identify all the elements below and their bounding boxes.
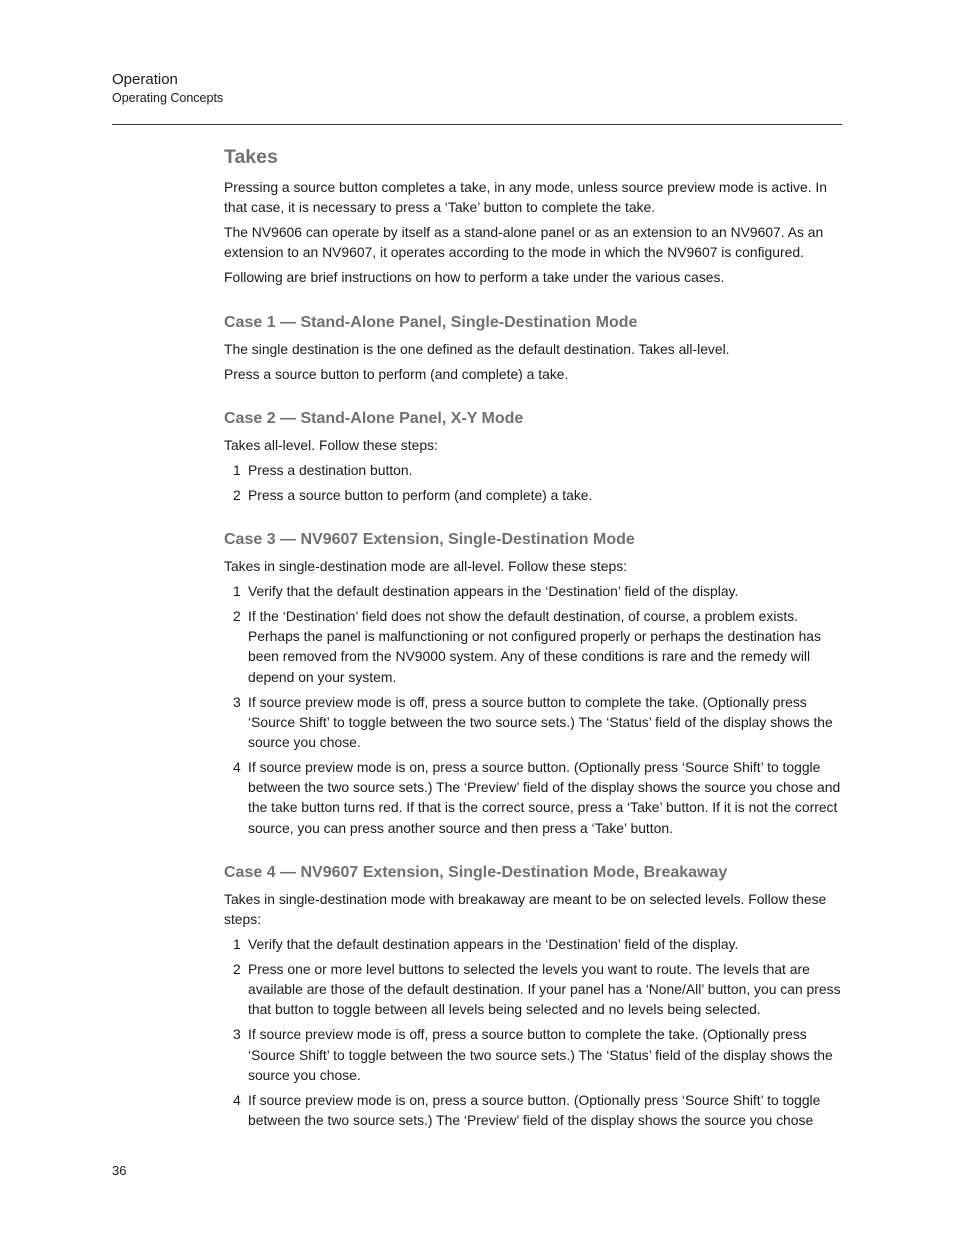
step-item [224,934,842,954]
case3-steps [224,581,842,838]
takes-paragraph: The NV9606 can operate by itself as a stand-alone panel or as an extension to an NV9607. As an extension to an NV9607, it operates according to the mode in which the NV9607 is configured. [224,224,824,261]
step-number: 3 [233,1026,241,1043]
step-number: 4 [233,759,241,776]
case1-paragraph: Press a source button to perform (and complete) a take. [224,365,569,382]
step-number: 2 [233,608,241,625]
step-text: If source preview mode is off, press a source button to complete the take. (Optionally press ‘Source Shift’ to toggle between the two source sets.) The ‘Status’ field of the display shows the source you chose. [248,693,833,751]
step-text: Verify that the default destination appears in the ‘Destination’ field of the display. [248,936,739,953]
case4-heading: Case 4 — NV9607 Extension, Single-Destination Mode, Breakaway [224,863,728,881]
step-text: Verify that the default destination appears in the ‘Destination’ field of the display. [248,583,739,600]
step-item [224,1090,842,1130]
page-content [224,144,842,1135]
step-text: If source preview mode is on, press a source button. (Optionally press ‘Source Shift’ to toggle between the two source sets.) The ‘Preview’ field of the display shows the source you chose and the take button turns red. If that is the correct source, press a ‘Take’ button. If it is not the correct source, you can press another source and then press a ‘Take’ button. [248,759,841,836]
step-text: Press a destination button. [248,461,413,478]
case1-heading: Case 1 — Stand-Alone Panel, Single-Destination Mode [224,313,638,331]
step-number: 2 [233,486,241,503]
takes-heading: Takes [224,146,278,168]
takes-paragraph: Pressing a source button completes a take, in any mode, unless source preview mode is active. In that case, it is necessary to press a ‘Take’ button to complete the take. [224,179,828,216]
step-item [224,581,842,601]
step-item [224,1024,842,1085]
step-text: Press a source button to perform (and complete) a take. [248,486,593,503]
step-text: If source preview mode is on, press a source button. (Optionally press ‘Source Shift’ to toggle between the two source sets.) The ‘Preview’ field of the display shows the source you chose [248,1091,821,1129]
chapter-title: Operation [112,71,178,88]
step-number: 2 [233,961,241,978]
step-number: 4 [233,1091,241,1108]
step-item [224,460,842,480]
case1-paragraph: The single destination is the one defined as the default destination. Takes all-level. [224,340,730,357]
step-number: 3 [233,693,241,710]
header-divider [112,124,842,125]
step-text: If source preview mode is off, press a source button to complete the take. (Optionally press ‘Source Shift’ to toggle between the two source sets.) The ‘Status’ field of the display shows the source you chose. [248,1026,833,1083]
step-text: If the ‘Destination’ field does not show the default destination, of course, a problem exists. Perhaps the panel is malfunctioning or not configured properly or perhaps the destination has been removed from the NV9000 system. Any of these conditions is rare and the remedy will depend on your system. [248,608,821,685]
step-number: 1 [233,583,241,600]
section-title: Operating Concepts [112,91,224,105]
case2-steps [224,460,842,505]
step-number: 1 [233,461,241,478]
step-item [224,757,842,838]
case2-heading: Case 2 — Stand-Alone Panel, X-Y Mode [224,409,524,427]
running-header [112,70,842,107]
case3-heading: Case 3 — NV9607 Extension, Single-Destination Mode [224,531,635,549]
step-text: Press one or more level buttons to selected the levels you want to route. The levels that are available are those of the default destination. If your panel has a ‘None/All’ button, you can press that button to toggle between all levels being selected and no levels being selected. [248,961,841,1018]
case4-steps [224,934,842,1130]
step-number: 1 [233,936,241,953]
page-number: 36 [112,1163,127,1178]
step-item [224,692,842,753]
case2-intro: Takes all-level. Follow these steps: [224,436,438,453]
case3-intro: Takes in single-destination mode are all-level. Follow these steps: [224,558,628,575]
step-item [224,959,842,1020]
step-item [224,485,842,505]
takes-paragraph: Following are brief instructions on how to perform a take under the various cases. [224,269,725,286]
case4-intro: Takes in single-destination mode with breakaway are meant to be on selected levels. Follow these steps: [224,890,827,928]
step-item [224,606,842,687]
